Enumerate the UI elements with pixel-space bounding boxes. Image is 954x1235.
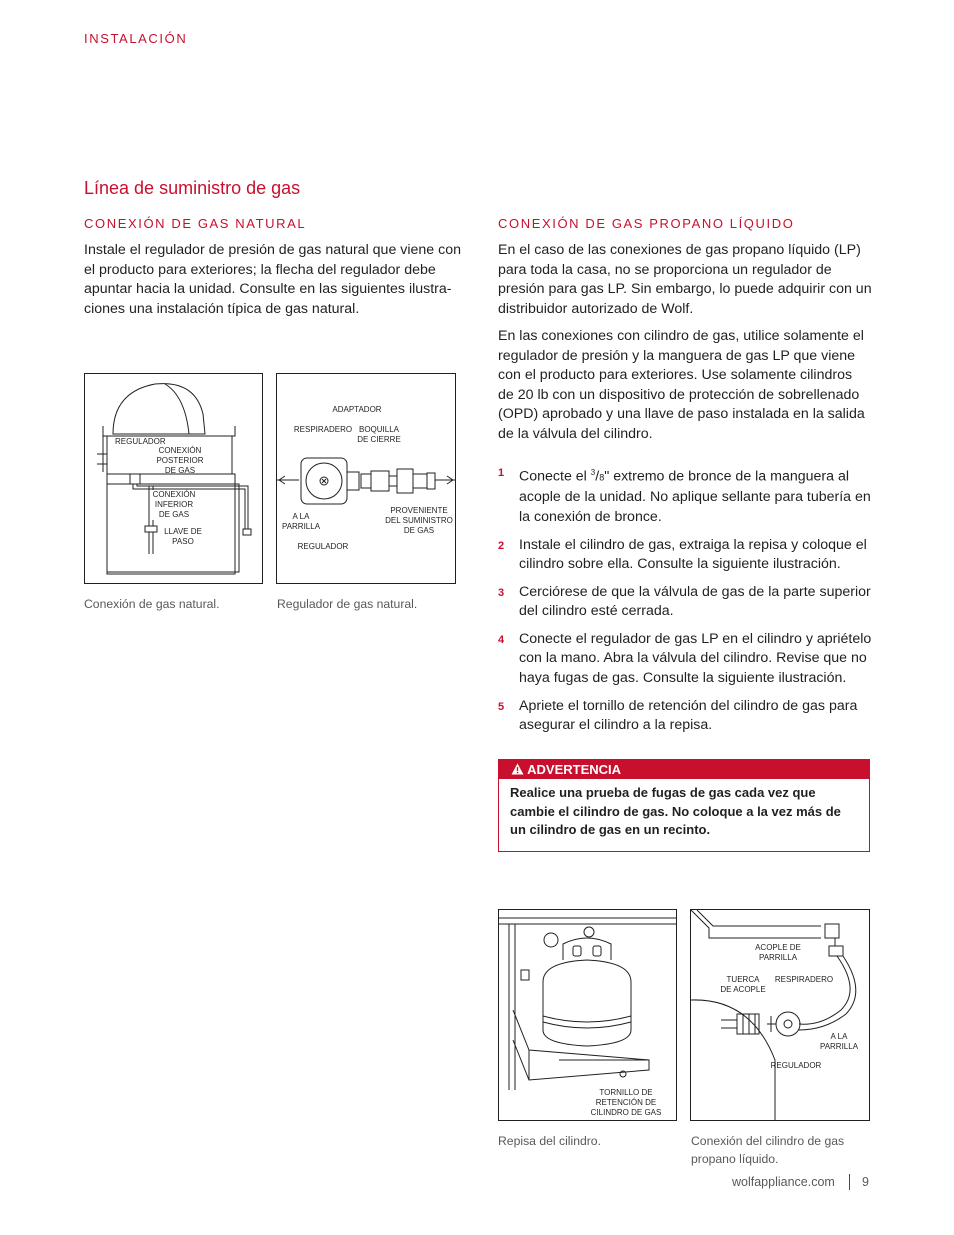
- label-line: ACOPLE DE: [755, 943, 801, 952]
- footer-divider: [849, 1174, 850, 1190]
- caption-natural-connection: Conexión de gas natural.: [84, 597, 220, 611]
- label-line: PARRILLA: [281, 522, 321, 531]
- section-title: Línea de suministro de gas: [84, 178, 301, 198]
- body-line: con el producto para exteriores. Use solamente cilindros: [498, 367, 853, 384]
- step-line: del cilindro esté cerrada.: [519, 603, 674, 620]
- step-item: [498, 630, 878, 689]
- label-respiradero: RESPIRADERO: [293, 425, 353, 434]
- step-line-end: extremo de bronce de la manguera al: [613, 468, 849, 485]
- body-line: presión para gas LP. Sin embargo, lo puede adquirir con un: [498, 281, 872, 298]
- step-line: cilindro sobre ella. Consulte la siguiente ilustración.: [519, 556, 841, 573]
- label-a-la-parrilla: [819, 1032, 859, 1052]
- step-line: Instale el cilindro de gas, extraiga la repisa y coloque el: [519, 536, 867, 553]
- lp-paragraph-2: [498, 327, 878, 445]
- step-number: 3: [498, 586, 505, 599]
- step-line: haya fugas de gas. Consulte la siguiente ilustración.: [519, 670, 847, 687]
- body-line: Instale el regulador de presión de gas natural que viene con: [84, 242, 462, 258]
- warning-body: [499, 779, 869, 840]
- step-number: 1: [498, 467, 505, 479]
- body-line: En las conexiones con cilindro de gas, utilice solamente el: [498, 328, 864, 344]
- label-regulador: REGULADOR: [770, 1061, 822, 1070]
- caption-line: Conexión del cilindro de gas: [691, 1134, 845, 1148]
- body-line: apuntar hacia la unidad. Consulte en las siguientes ilustra-: [84, 281, 452, 298]
- label-conexion-posterior: [155, 446, 205, 476]
- step-line: la conexión de bronce.: [519, 508, 662, 525]
- body-line: de la válvula del cilindro.: [498, 425, 653, 442]
- label-conexion-inferior: [151, 490, 197, 520]
- caption-cylinder-shelf: Repisa del cilindro.: [498, 1134, 601, 1148]
- label-line: INFERIOR: [154, 500, 194, 509]
- body-line: para toda la casa, no se proporciona un regulador de: [498, 261, 832, 278]
- lp-paragraph-1: [498, 241, 878, 319]
- fraction-numerator: 3: [590, 468, 596, 477]
- step-number: 5: [498, 700, 505, 713]
- label-line: PARRILLA: [758, 953, 798, 962]
- label-regulador: REGULADOR: [115, 437, 166, 446]
- label-line: A LA: [830, 1032, 848, 1041]
- label-a-la-parrilla: [281, 512, 321, 532]
- label-line: POSTERIOR: [156, 456, 204, 465]
- caption-lp-connection: [691, 1133, 844, 1168]
- step-item: [498, 536, 878, 575]
- warning-header: [499, 760, 869, 779]
- step-text: [519, 463, 871, 528]
- label-regulador: REGULADOR: [297, 542, 349, 551]
- label-tuerca-de-acople: [713, 975, 773, 995]
- step-number: 4: [498, 633, 505, 646]
- warning-line: Realice una prueba de fugas de gas cada vez que: [510, 785, 816, 800]
- natural-gas-body: [84, 241, 474, 319]
- body-line: distribuidor autorizado de Wolf.: [498, 300, 694, 317]
- natural-gas-heading: CONEXIÓN DE GAS NATURAL: [84, 216, 307, 231]
- step-line: asegurar el cilindro a la repisa.: [519, 717, 713, 734]
- label-line: PROVENIENTE: [390, 506, 448, 515]
- label-line: DE ACOPLE: [720, 985, 766, 994]
- label-line: PARRILLA: [819, 1042, 859, 1051]
- label-tornillo-retencion: [581, 1088, 671, 1118]
- natural-gas-regulator-figure: [276, 373, 456, 584]
- step-line: Conecte el regulador de gas LP en el cilindro y apriételo: [519, 630, 872, 647]
- body-line: de 20 lb con un dispositivo de protección de sobrellenado: [498, 386, 860, 403]
- warning-line: un cilindro de gas en un recinto.: [510, 822, 711, 837]
- body-line: el producto para exteriores; la flecha del regulador debe: [84, 261, 436, 278]
- step-item: [498, 583, 878, 622]
- step-line: Conecte el $^3$/8" extremo de bronce de la manguera al: [519, 468, 849, 485]
- label-line: DE CIERRE: [357, 435, 401, 444]
- warning-box: [498, 759, 870, 852]
- step-text: [519, 697, 857, 736]
- label-line: RETENCIÓN DE: [595, 1098, 657, 1107]
- step-number: 2: [498, 539, 505, 552]
- step-line: acople de la unidad. No aplique sellante para tubería en: [519, 489, 871, 506]
- warning-triangle-icon: [511, 763, 524, 775]
- label-proveniente: [381, 506, 456, 536]
- warning-title: ADVERTENCIA: [527, 762, 622, 777]
- page-number: 9: [862, 1175, 869, 1189]
- header-section-label: INSTALACIÓN: [84, 31, 188, 46]
- body-line: (OPD) aprobado y una llave de paso instalada en la salida: [498, 406, 865, 423]
- caption-natural-regulator: Regulador de gas natural.: [277, 597, 418, 611]
- label-line: DE GAS: [158, 510, 190, 519]
- footer-url[interactable]: wolfappliance.com: [732, 1175, 835, 1189]
- label-line: BOQUILLA: [358, 425, 399, 434]
- body-line: ciones una instalación típica de gas natural.: [84, 300, 360, 317]
- label-llave-de-paso: [161, 527, 205, 547]
- grill-cart-illustration: [85, 374, 262, 583]
- step-line: Apriete el tornillo de retención del cilindro de gas para: [519, 697, 858, 714]
- label-line: LLAVE DE: [164, 527, 202, 536]
- body-line: regulador de presión y la manguera de gas LP que viene: [498, 347, 856, 364]
- label-line: CONEXIÓN: [152, 490, 196, 499]
- label-line: CONEXIÓN: [158, 446, 202, 455]
- warning-line: cambie el cilindro de gas. No coloque a la vez más de: [510, 803, 841, 819]
- fraction-denominator: 8: [599, 472, 605, 483]
- label-line: CILINDRO DE GAS: [590, 1108, 662, 1117]
- label-line: DE GAS: [403, 526, 435, 535]
- step-item: [498, 463, 878, 528]
- label-adaptador: ADAPTADOR: [332, 405, 382, 414]
- label-line: PASO: [172, 537, 194, 546]
- step-text: [519, 583, 871, 622]
- step-line: Cerciórese de que la válvula de gas de la parte superior: [519, 583, 871, 600]
- caption-line: propano líquido.: [691, 1151, 779, 1166]
- step-line-start: Conecte el: [519, 468, 587, 485]
- lp-connection-illustration: [691, 910, 869, 1120]
- body-line: En el caso de las conexiones de gas propano líquido (LP): [498, 242, 861, 258]
- natural-gas-connection-figure: [84, 373, 263, 584]
- label-line: DE GAS: [164, 466, 196, 475]
- steps-list: [498, 463, 878, 744]
- label-line: DEL SUMINISTRO: [385, 516, 453, 525]
- lp-cylinder-connection-figure: [690, 909, 870, 1121]
- step-text: [519, 630, 871, 689]
- label-line: TORNILLO DE: [599, 1088, 653, 1097]
- label-acople-de-parrilla: [743, 943, 813, 963]
- label-boquilla-de-cierre: [355, 425, 403, 445]
- cylinder-shelf-figure: [498, 909, 677, 1121]
- step-line: con la mano. Abra la válvula del cilindro. Revise que no: [519, 650, 867, 667]
- label-respiradero: RESPIRADERO: [774, 975, 834, 984]
- step-text: [519, 536, 867, 575]
- label-line: TUERCA: [726, 975, 760, 984]
- lp-gas-heading: CONEXIÓN DE GAS PROPANO LÍQUIDO: [498, 216, 795, 231]
- label-line: A LA: [292, 512, 310, 521]
- step-item: [498, 697, 878, 736]
